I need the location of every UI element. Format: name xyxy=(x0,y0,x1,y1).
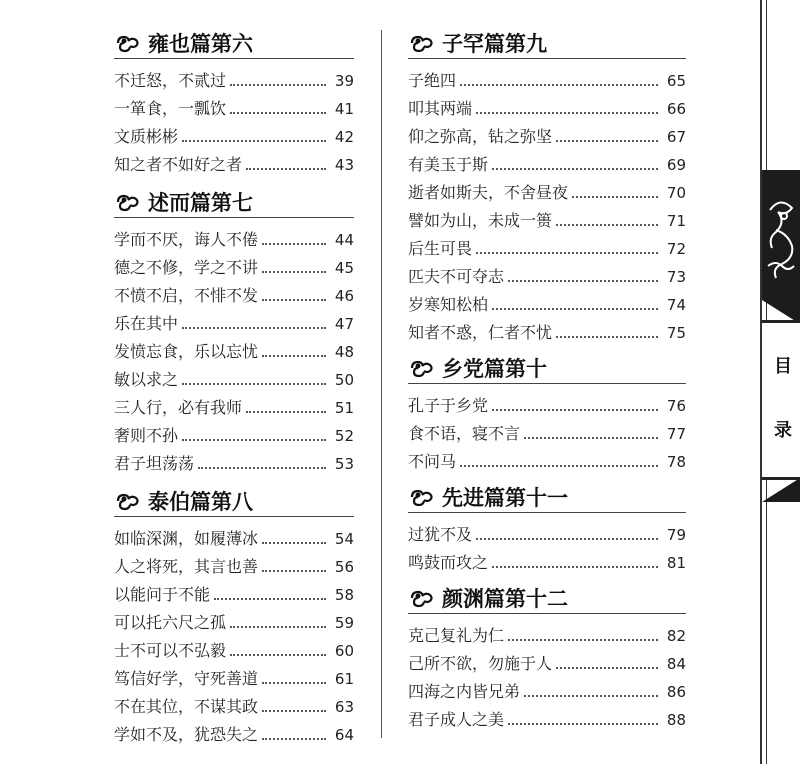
page-number: 82 xyxy=(666,627,686,645)
dot-leader xyxy=(230,84,326,86)
dot-leader xyxy=(198,467,326,469)
section-heading[interactable] xyxy=(114,486,354,516)
toc-entry[interactable] xyxy=(408,416,686,444)
toc-entry[interactable] xyxy=(114,549,354,577)
dot-leader xyxy=(230,626,326,628)
entry-title: 如临深渊，如履薄冰 xyxy=(114,529,259,548)
page-number: 50 xyxy=(334,371,354,389)
page-number: 52 xyxy=(334,427,354,445)
section-title: 述而篇第七 xyxy=(148,191,253,215)
toc-entry[interactable] xyxy=(408,231,686,259)
toc-right-column xyxy=(408,28,686,730)
toc-entry[interactable] xyxy=(114,689,354,717)
entry-title: 文质彬彬 xyxy=(114,127,179,146)
toc-entry[interactable] xyxy=(114,605,354,633)
cloud-icon xyxy=(114,192,140,212)
dot-leader xyxy=(556,224,658,226)
entry-title: 不在其位，不谋其政 xyxy=(114,697,259,716)
toc-section xyxy=(408,353,686,472)
page-number: 78 xyxy=(666,453,686,471)
entry-title: 食不语，寝不言 xyxy=(408,424,521,443)
dot-leader xyxy=(262,682,326,684)
section-underline xyxy=(114,58,354,59)
entry-title: 子绝四 xyxy=(408,71,457,90)
toc-entry[interactable] xyxy=(114,278,354,306)
toc-entry[interactable] xyxy=(408,674,686,702)
section-title: 雍也篇第六 xyxy=(148,32,253,56)
toc-entry[interactable] xyxy=(408,545,686,573)
page-number: 58 xyxy=(334,586,354,604)
toc-entry[interactable] xyxy=(114,418,354,446)
page-number: 65 xyxy=(666,72,686,90)
page-number: 56 xyxy=(334,558,354,576)
dot-leader xyxy=(572,196,658,198)
page-number: 77 xyxy=(666,425,686,443)
dot-leader xyxy=(524,437,658,439)
section-title: 泰伯篇第八 xyxy=(148,490,253,514)
dot-leader xyxy=(262,710,326,712)
dot-leader xyxy=(476,112,658,114)
toc-entry[interactable] xyxy=(408,618,686,646)
toc-entry[interactable] xyxy=(114,577,354,605)
toc-section xyxy=(408,482,686,573)
toc-entry[interactable] xyxy=(408,119,686,147)
toc-section xyxy=(408,28,686,343)
page-number: 39 xyxy=(334,72,354,90)
dot-leader xyxy=(262,542,326,544)
dot-leader xyxy=(182,383,326,385)
toc-section xyxy=(408,583,686,730)
entry-title: 不迁怒，不贰过 xyxy=(114,71,227,90)
side-tab-panel[interactable] xyxy=(762,320,800,480)
dot-leader xyxy=(492,409,658,411)
toc-entry[interactable] xyxy=(408,702,686,730)
entry-title: 四海之内皆兄弟 xyxy=(408,682,521,701)
entry-title: 发愤忘食，乐以忘忧 xyxy=(114,342,259,361)
page-number: 70 xyxy=(666,184,686,202)
dot-leader xyxy=(524,695,658,697)
dot-leader xyxy=(246,168,326,170)
page-number: 76 xyxy=(666,397,686,415)
dot-leader xyxy=(460,465,658,467)
toc-entry[interactable] xyxy=(114,390,354,418)
toc-entry[interactable] xyxy=(114,362,354,390)
toc-entry[interactable] xyxy=(408,63,686,91)
toc-entry[interactable] xyxy=(114,446,354,474)
toc-entry[interactable] xyxy=(408,287,686,315)
toc-entry[interactable] xyxy=(408,91,686,119)
toc-left-column xyxy=(114,28,354,745)
toc-entry[interactable] xyxy=(114,521,354,549)
cloud-icon xyxy=(408,358,434,378)
entry-title: 君子坦荡荡 xyxy=(114,454,195,473)
dot-leader xyxy=(182,439,326,441)
dot-leader xyxy=(492,566,658,568)
toc-entry[interactable] xyxy=(408,175,686,203)
section-underline xyxy=(408,512,686,513)
section-heading[interactable] xyxy=(408,583,686,613)
page-number: 61 xyxy=(334,670,354,688)
section-underline xyxy=(114,217,354,218)
tab-notch-bottom xyxy=(762,478,800,502)
entry-title: 岁寒知松柏 xyxy=(408,295,489,314)
toc-entry[interactable] xyxy=(114,334,354,362)
page-number: 63 xyxy=(334,698,354,716)
page-number: 79 xyxy=(666,526,686,544)
entry-title: 德之不修，学之不讲 xyxy=(114,258,259,277)
dragon-icon xyxy=(762,170,800,300)
entry-title: 后生可畏 xyxy=(408,239,473,258)
toc-entry[interactable] xyxy=(408,388,686,416)
page-number: 88 xyxy=(666,711,686,729)
page-number: 51 xyxy=(334,399,354,417)
page-number: 71 xyxy=(666,212,686,230)
section-title: 先进篇第十一 xyxy=(442,486,568,510)
page-number: 42 xyxy=(334,128,354,146)
entry-title: 君子成人之美 xyxy=(408,710,505,729)
page-number: 45 xyxy=(334,259,354,277)
dot-leader xyxy=(460,84,658,86)
section-heading[interactable] xyxy=(408,28,686,58)
side-tab-label-1: 目 xyxy=(774,356,792,377)
entry-title: 己所不欲，勿施于人 xyxy=(408,654,553,673)
section-title: 颜渊篇第十二 xyxy=(442,587,568,611)
entry-title: 譬如为山，未成一篑 xyxy=(408,211,553,230)
cloud-icon xyxy=(114,33,140,53)
toc-entry[interactable] xyxy=(114,63,354,91)
dot-leader xyxy=(556,667,658,669)
toc-entry[interactable] xyxy=(114,250,354,278)
dot-leader xyxy=(508,639,658,641)
entry-title: 匹夫不可夺志 xyxy=(408,267,505,286)
dot-leader xyxy=(476,252,658,254)
cloud-icon xyxy=(408,487,434,507)
toc-section xyxy=(114,187,354,474)
dot-leader xyxy=(492,168,658,170)
toc-entry[interactable] xyxy=(114,306,354,334)
entry-title: 孔子于乡党 xyxy=(408,396,489,415)
dot-leader xyxy=(508,280,658,282)
entry-title: 不问马 xyxy=(408,452,457,471)
page-number: 48 xyxy=(334,343,354,361)
dot-leader xyxy=(182,327,326,329)
page-number: 66 xyxy=(666,100,686,118)
section-underline xyxy=(408,58,686,59)
section-title: 乡党篇第十 xyxy=(442,357,547,381)
dot-leader xyxy=(556,140,658,142)
entry-title: 笃信好学，守死善道 xyxy=(114,669,259,688)
dot-leader xyxy=(230,112,326,114)
page-number: 72 xyxy=(666,240,686,258)
page-number: 64 xyxy=(334,726,354,744)
toc-entry[interactable] xyxy=(114,91,354,119)
entry-title: 人之将死，其言也善 xyxy=(114,557,259,576)
page-number: 41 xyxy=(334,100,354,118)
section-heading[interactable] xyxy=(408,482,686,512)
dot-leader xyxy=(492,308,658,310)
dot-leader xyxy=(262,738,326,740)
side-tab-label-2: 录 xyxy=(774,420,792,441)
page-number: 43 xyxy=(334,156,354,174)
toc-entry[interactable] xyxy=(114,661,354,689)
toc-entry[interactable] xyxy=(114,717,354,745)
entry-title: 克己复礼为仁 xyxy=(408,626,505,645)
entry-title: 三人行，必有我师 xyxy=(114,398,243,417)
dot-leader xyxy=(262,570,326,572)
toc-entry[interactable] xyxy=(408,444,686,472)
toc-entry[interactable] xyxy=(408,147,686,175)
entry-title: 知之者不如好之者 xyxy=(114,155,243,174)
dot-leader xyxy=(246,411,326,413)
entry-title: 叩其两端 xyxy=(408,99,473,118)
toc-section xyxy=(114,28,354,175)
section-title: 子罕篇第九 xyxy=(442,32,547,56)
page-number: 73 xyxy=(666,268,686,286)
page-number: 84 xyxy=(666,655,686,673)
dot-leader xyxy=(230,654,326,656)
toc-entry[interactable] xyxy=(408,517,686,545)
toc-entry[interactable] xyxy=(114,222,354,250)
toc-section xyxy=(114,486,354,745)
toc-entry[interactable] xyxy=(408,203,686,231)
entry-title: 一箪食，一瓢饮 xyxy=(114,99,227,118)
cloud-icon xyxy=(408,33,434,53)
toc-entry[interactable] xyxy=(114,633,354,661)
entry-title: 逝者如斯夫，不舍昼夜 xyxy=(408,183,569,202)
page-number: 44 xyxy=(334,231,354,249)
dot-leader xyxy=(262,299,326,301)
page-number: 75 xyxy=(666,324,686,342)
dot-leader xyxy=(214,598,326,600)
toc-entry[interactable] xyxy=(408,646,686,674)
dot-leader xyxy=(262,355,326,357)
entry-title: 乐在其中 xyxy=(114,314,179,333)
entry-title: 仰之弥高，钻之弥坚 xyxy=(408,127,553,146)
page-number: 47 xyxy=(334,315,354,333)
page-number: 81 xyxy=(666,554,686,572)
page-number: 74 xyxy=(666,296,686,314)
entry-title: 以能问于不能 xyxy=(114,585,211,604)
toc-entry[interactable] xyxy=(114,119,354,147)
entry-title: 学而不厌，诲人不倦 xyxy=(114,230,259,249)
page-number: 54 xyxy=(334,530,354,548)
dot-leader xyxy=(262,271,326,273)
page-number: 46 xyxy=(334,287,354,305)
column-divider xyxy=(381,30,382,738)
section-heading[interactable] xyxy=(114,28,354,58)
dot-leader xyxy=(476,538,658,540)
dot-leader xyxy=(262,243,326,245)
page-number: 69 xyxy=(666,156,686,174)
cloud-icon xyxy=(114,491,140,511)
entry-title: 士不可以不弘毅 xyxy=(114,641,227,660)
cloud-icon xyxy=(408,588,434,608)
section-underline xyxy=(408,383,686,384)
toc-entry[interactable] xyxy=(408,315,686,343)
entry-title: 有美玉于斯 xyxy=(408,155,489,174)
page-number: 67 xyxy=(666,128,686,146)
toc-entry[interactable] xyxy=(408,259,686,287)
dragon-ornament-block xyxy=(762,170,800,300)
section-heading[interactable] xyxy=(114,187,354,217)
entry-title: 奢则不孙 xyxy=(114,426,179,445)
dot-leader xyxy=(508,723,658,725)
toc-entry[interactable] xyxy=(114,147,354,175)
section-underline xyxy=(114,516,354,517)
dot-leader xyxy=(182,140,326,142)
section-heading[interactable] xyxy=(408,353,686,383)
entry-title: 可以托六尺之孤 xyxy=(114,613,227,632)
entry-title: 不愤不启，不悱不发 xyxy=(114,286,259,305)
dot-leader xyxy=(556,336,658,338)
page-number: 53 xyxy=(334,455,354,473)
page-number: 60 xyxy=(334,642,354,660)
section-underline xyxy=(408,613,686,614)
entry-title: 鸣鼓而攻之 xyxy=(408,553,489,572)
entry-title: 过犹不及 xyxy=(408,525,473,544)
page-number: 86 xyxy=(666,683,686,701)
entry-title: 敏以求之 xyxy=(114,370,179,389)
entry-title: 学如不及，犹恐失之 xyxy=(114,725,259,744)
page-number: 59 xyxy=(334,614,354,632)
entry-title: 知者不惑，仁者不忧 xyxy=(408,323,553,342)
